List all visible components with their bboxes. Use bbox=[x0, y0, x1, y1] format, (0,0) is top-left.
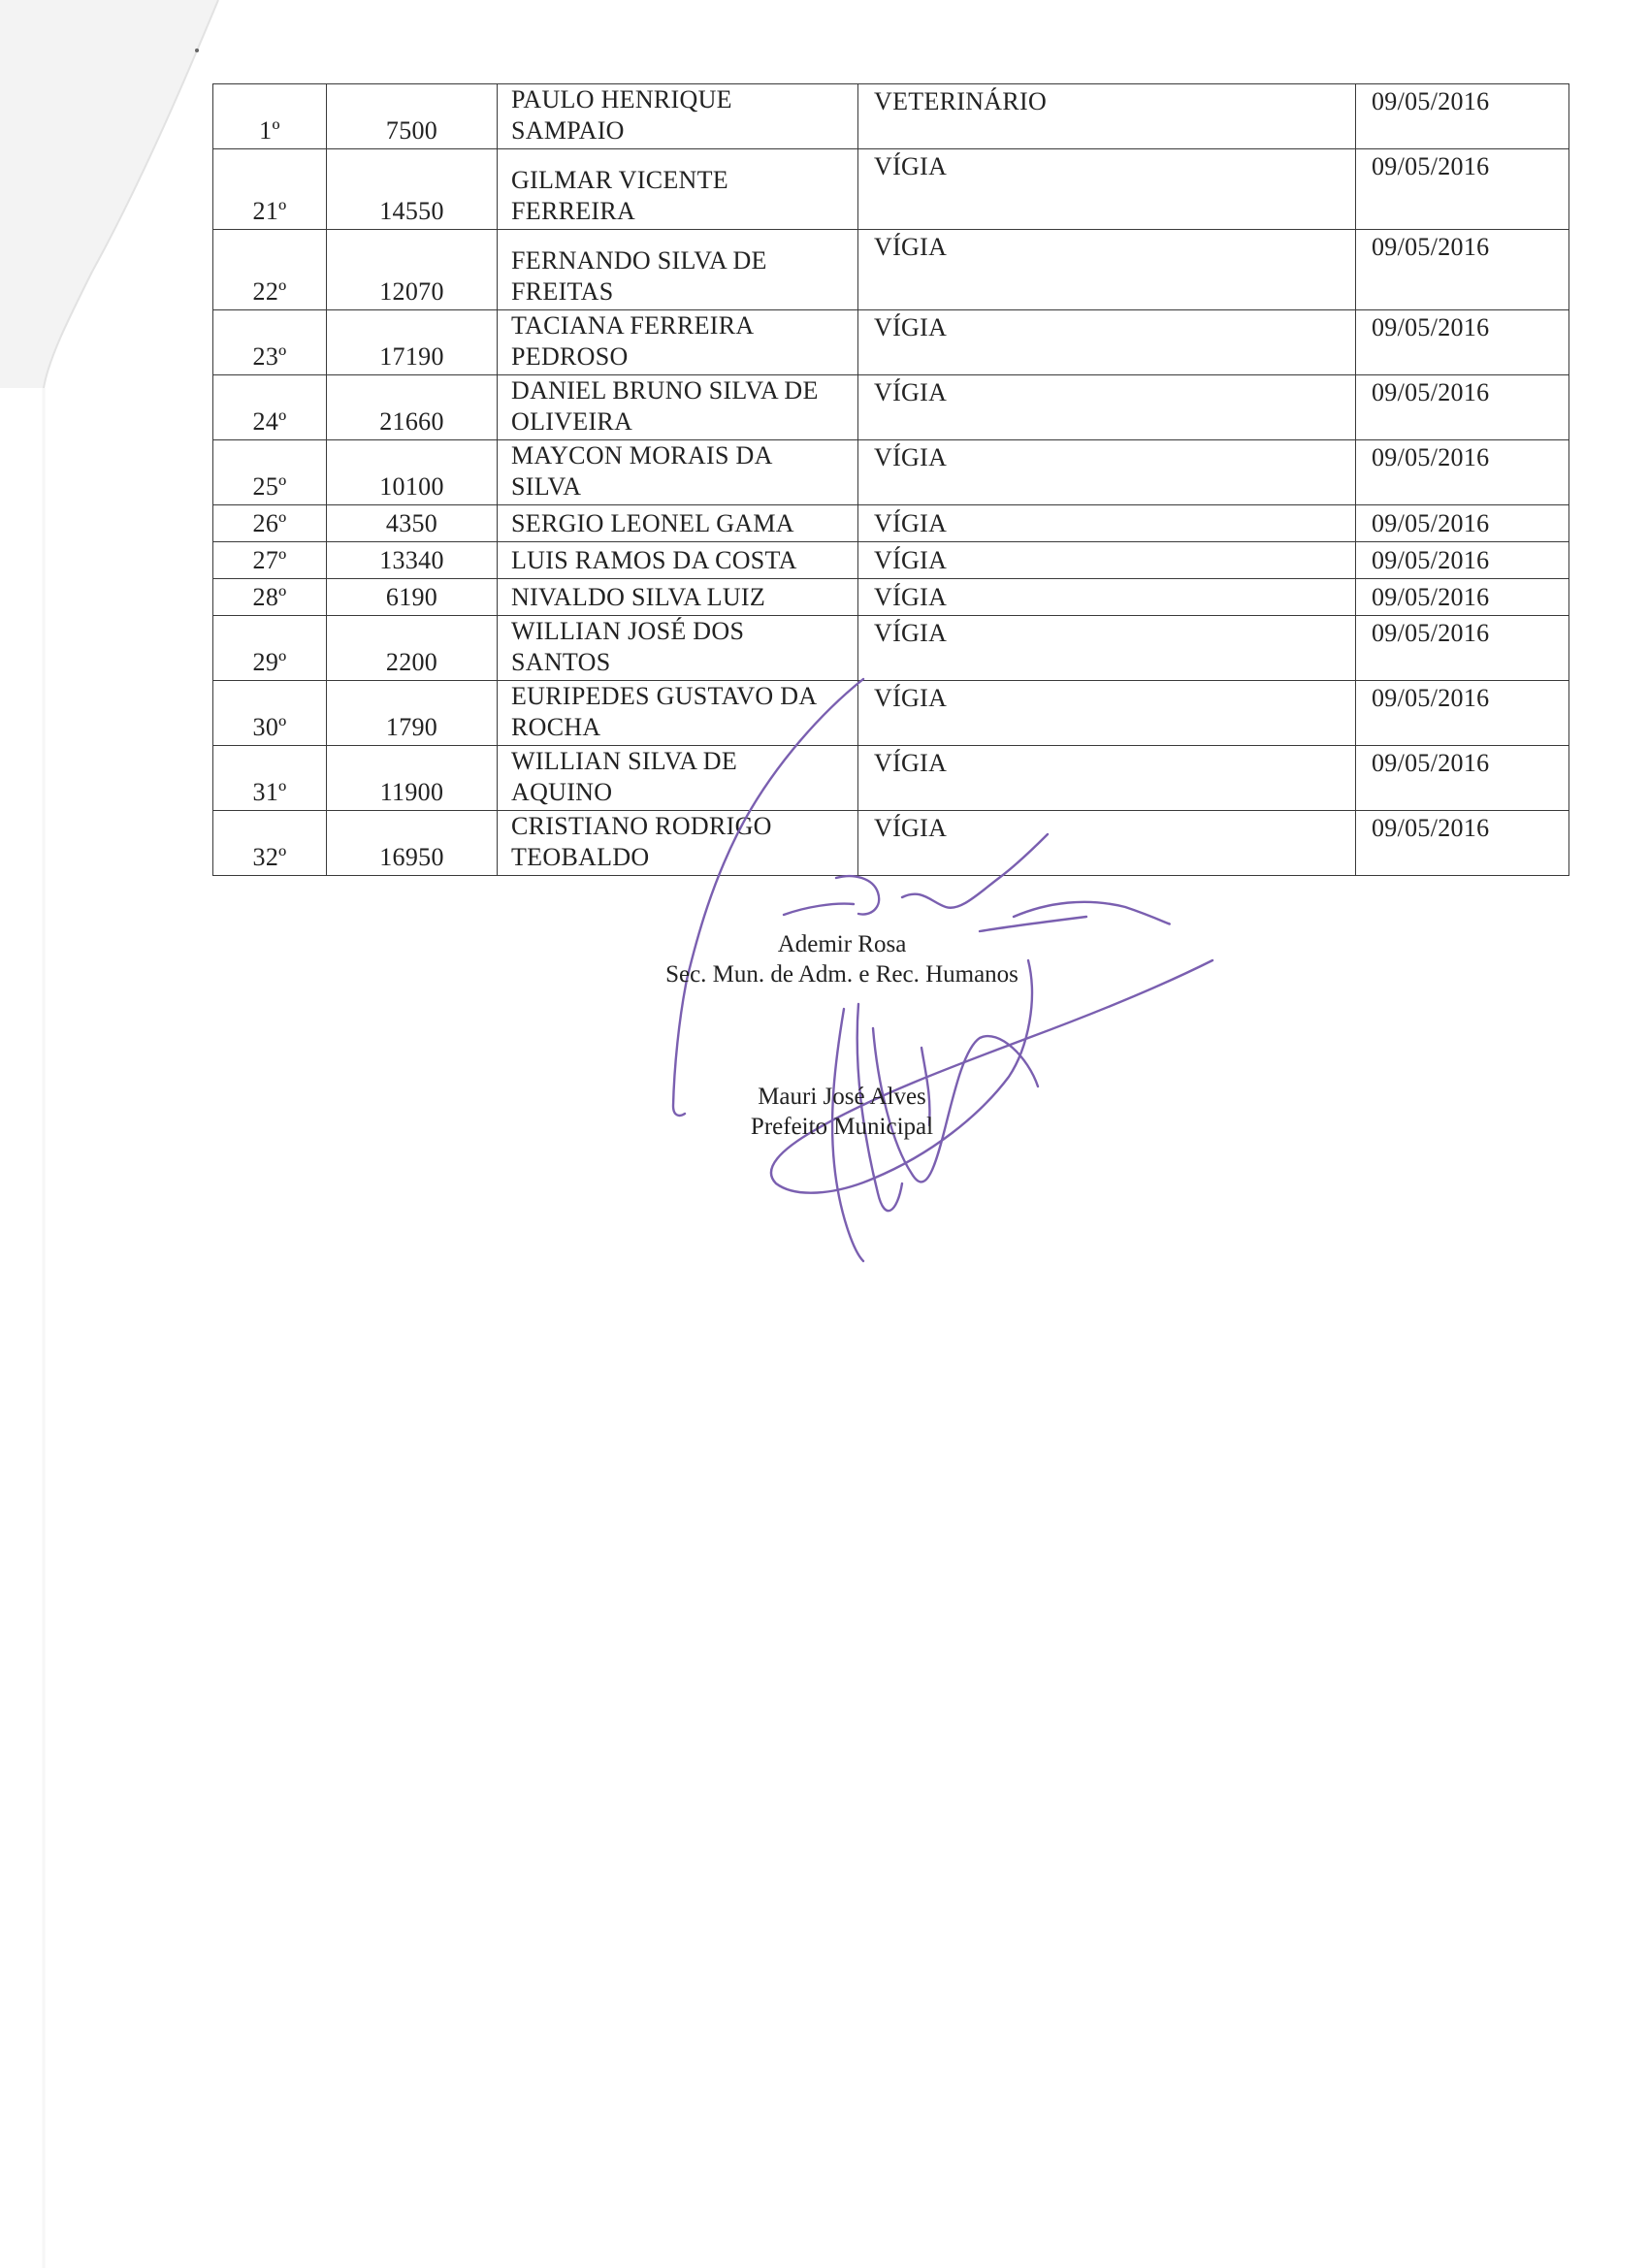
signatory-1-name: Ademir Rosa bbox=[777, 931, 907, 957]
name-line-2: FERREIRA bbox=[511, 197, 636, 225]
position-cell: 32º bbox=[213, 811, 327, 876]
name-line-2: ROCHA bbox=[511, 713, 601, 741]
score-cell: 1790 bbox=[327, 681, 498, 746]
name-line-1: SERGIO LEONEL GAMA bbox=[511, 508, 794, 537]
signatory-1 bbox=[551, 929, 1133, 989]
name-cell bbox=[498, 149, 858, 230]
date-cell: 09/05/2016 bbox=[1356, 375, 1569, 440]
position-cell: 27º bbox=[213, 542, 327, 579]
role-cell: VÍGIA bbox=[858, 542, 1356, 579]
table-row bbox=[213, 811, 1569, 876]
role-cell: VÍGIA bbox=[858, 579, 1356, 616]
name-line-1: CRISTIANO RODRIGO bbox=[511, 812, 772, 840]
position-cell: 25º bbox=[213, 440, 327, 505]
date-cell: 09/05/2016 bbox=[1356, 440, 1569, 505]
position-cell: 29º bbox=[213, 616, 327, 681]
table-row bbox=[213, 579, 1569, 616]
name-line-2: OLIVEIRA bbox=[511, 407, 633, 436]
table-row bbox=[213, 542, 1569, 579]
table-row bbox=[213, 440, 1569, 505]
name-cell bbox=[498, 811, 858, 876]
role-cell: VÍGIA bbox=[858, 230, 1356, 310]
name-cell bbox=[498, 375, 858, 440]
results-table bbox=[212, 83, 1569, 876]
role-cell: VÍGIA bbox=[858, 310, 1356, 375]
date-cell: 09/05/2016 bbox=[1356, 579, 1569, 616]
name-line-1: MAYCON MORAIS DA bbox=[511, 441, 773, 470]
table-row bbox=[213, 149, 1569, 230]
signatory-2 bbox=[551, 1082, 1133, 1142]
name-line-2: SILVA bbox=[511, 472, 582, 501]
score-cell: 16950 bbox=[327, 811, 498, 876]
name-cell bbox=[498, 310, 858, 375]
score-cell: 4350 bbox=[327, 505, 498, 542]
table-row bbox=[213, 84, 1569, 149]
name-cell bbox=[498, 746, 858, 811]
name-cell bbox=[498, 681, 858, 746]
table-row bbox=[213, 230, 1569, 310]
name-cell bbox=[498, 505, 858, 542]
position-cell: 31º bbox=[213, 746, 327, 811]
score-cell: 10100 bbox=[327, 440, 498, 505]
role-cell: VÍGIA bbox=[858, 505, 1356, 542]
name-line-1: GILMAR VICENTE bbox=[511, 166, 728, 194]
date-cell: 09/05/2016 bbox=[1356, 616, 1569, 681]
name-cell bbox=[498, 84, 858, 149]
date-cell: 09/05/2016 bbox=[1356, 84, 1569, 149]
score-cell: 13340 bbox=[327, 542, 498, 579]
name-line-1: TACIANA FERREIRA bbox=[511, 311, 755, 340]
position-cell: 21º bbox=[213, 149, 327, 230]
score-cell: 17190 bbox=[327, 310, 498, 375]
score-cell: 6190 bbox=[327, 579, 498, 616]
date-cell: 09/05/2016 bbox=[1356, 149, 1569, 230]
score-cell: 14550 bbox=[327, 149, 498, 230]
name-line-2: PEDROSO bbox=[511, 342, 629, 371]
name-cell bbox=[498, 542, 858, 579]
name-line-2: FREITAS bbox=[511, 277, 614, 306]
position-cell: 22º bbox=[213, 230, 327, 310]
name-line-1: LUIS RAMOS DA COSTA bbox=[511, 545, 797, 574]
date-cell: 09/05/2016 bbox=[1356, 811, 1569, 876]
signatory-1-title: Sec. Mun. de Adm. e Rec. Humanos bbox=[665, 961, 1018, 988]
position-cell: 24º bbox=[213, 375, 327, 440]
name-line-1: EURIPEDES GUSTAVO DA bbox=[511, 682, 818, 710]
table-row bbox=[213, 746, 1569, 811]
signatory-2-name: Mauri José Alves bbox=[758, 1084, 926, 1110]
name-line-2: AQUINO bbox=[511, 778, 613, 806]
table-row bbox=[213, 681, 1569, 746]
name-line-1: PAULO HENRIQUE bbox=[511, 85, 732, 113]
name-line-2: TEOBALDO bbox=[511, 843, 650, 871]
date-cell: 09/05/2016 bbox=[1356, 505, 1569, 542]
position-cell: 26º bbox=[213, 505, 327, 542]
name-line-2: SANTOS bbox=[511, 648, 611, 676]
name-line-1: NIVALDO SILVA LUIZ bbox=[511, 582, 766, 611]
role-cell: VÍGIA bbox=[858, 746, 1356, 811]
table-row bbox=[213, 310, 1569, 375]
name-line-1: DANIEL BRUNO SILVA DE bbox=[511, 376, 819, 405]
table-row bbox=[213, 375, 1569, 440]
date-cell: 09/05/2016 bbox=[1356, 542, 1569, 579]
name-line-1: WILLIAN SILVA DE bbox=[511, 747, 738, 775]
name-line-1: FERNANDO SILVA DE bbox=[511, 246, 767, 275]
signatory-2-title: Prefeito Municipal bbox=[750, 1114, 934, 1140]
name-line-1: WILLIAN JOSÉ DOS bbox=[511, 617, 745, 645]
name-line-2: SAMPAIO bbox=[511, 116, 625, 145]
role-cell: VÍGIA bbox=[858, 616, 1356, 681]
score-cell: 21660 bbox=[327, 375, 498, 440]
role-cell: VÍGIA bbox=[858, 440, 1356, 505]
name-cell bbox=[498, 579, 858, 616]
name-cell bbox=[498, 616, 858, 681]
role-cell: VETERINÁRIO bbox=[858, 84, 1356, 149]
role-cell: VÍGIA bbox=[858, 375, 1356, 440]
score-cell: 7500 bbox=[327, 84, 498, 149]
score-cell: 12070 bbox=[327, 230, 498, 310]
table-row bbox=[213, 505, 1569, 542]
position-cell: 1º bbox=[213, 84, 327, 149]
date-cell: 09/05/2016 bbox=[1356, 310, 1569, 375]
date-cell: 09/05/2016 bbox=[1356, 746, 1569, 811]
position-cell: 30º bbox=[213, 681, 327, 746]
name-cell bbox=[498, 440, 858, 505]
score-cell: 11900 bbox=[327, 746, 498, 811]
score-cell: 2200 bbox=[327, 616, 498, 681]
role-cell: VÍGIA bbox=[858, 811, 1356, 876]
role-cell: VÍGIA bbox=[858, 681, 1356, 746]
position-cell: 28º bbox=[213, 579, 327, 616]
name-cell bbox=[498, 230, 858, 310]
date-cell: 09/05/2016 bbox=[1356, 230, 1569, 310]
table-row bbox=[213, 616, 1569, 681]
results-table-container bbox=[212, 83, 1568, 876]
position-cell: 23º bbox=[213, 310, 327, 375]
date-cell: 09/05/2016 bbox=[1356, 681, 1569, 746]
role-cell: VÍGIA bbox=[858, 149, 1356, 230]
